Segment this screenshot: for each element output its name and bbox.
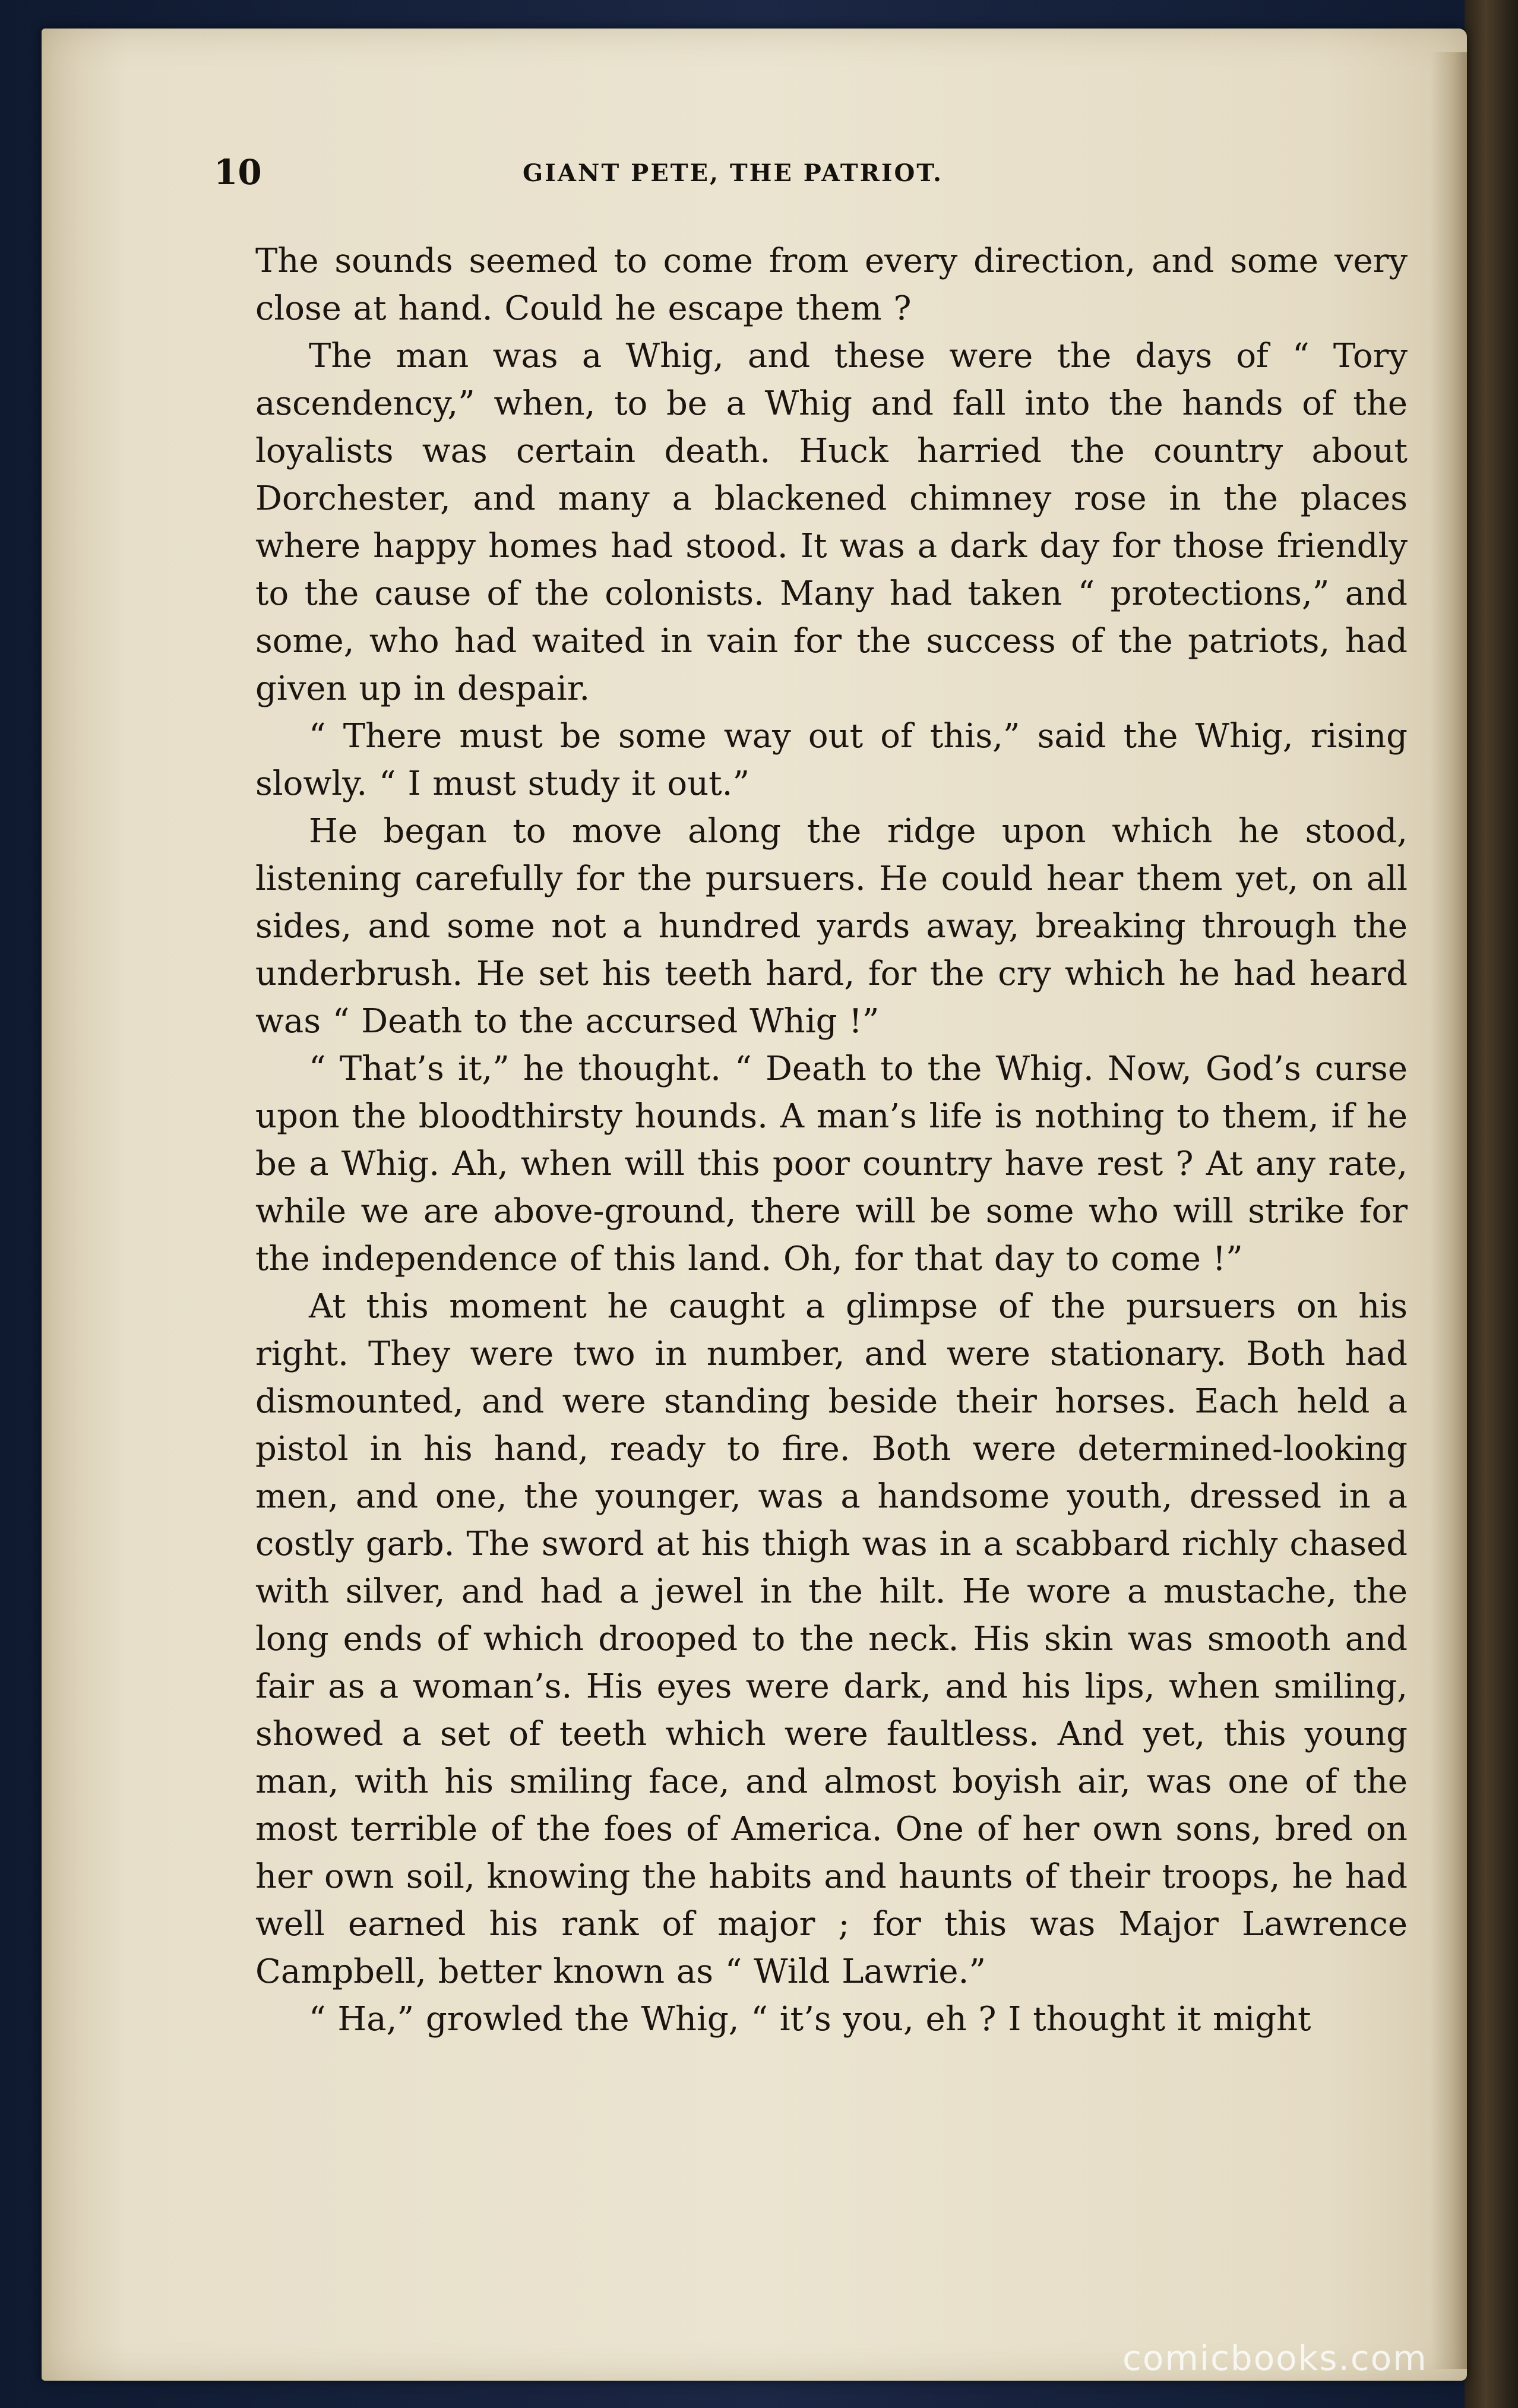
running-head: GIANT PETE, THE PATRIOT.	[523, 159, 943, 187]
paragraph: The sounds seemed to come from every direction, and some very close at hand. Could he escape them ?	[255, 242, 1408, 328]
page-number: 10	[214, 152, 262, 192]
paragraph: “ That’s it,” he thought. “ Death to the Whig. Now, God’s curse upon the bloodthirsty hounds. A man’s life is nothing to them, if he be a Whig. Ah, when will this poor country have rest ? At any rate, while we are above-ground, there will be some who will strike for the independence of this land. Oh, for that day to come !”	[255, 1050, 1408, 1278]
watermark: comicbooks.com	[1122, 2338, 1428, 2378]
page-edge-shadow	[1431, 52, 1467, 2369]
paragraph: “ Ha,” growled the Whig, “ it’s you, eh ? I thought it might	[309, 2000, 1311, 2039]
page-header	[214, 148, 1099, 208]
paragraph: “ There must be some way out of this,” said the Whig, rising slowly. “ I must study it out.”	[255, 717, 1408, 803]
book-spine	[1465, 0, 1518, 2408]
paragraph: He began to move along the ridge upon which he stood, listening carefully for the pursuers. He could hear them yet, on all sides, and some not a hundred yards away, breaking through the underbrush. He set his teeth hard, for the cry which he had heard was “ Death to the accursed Whig !”	[255, 812, 1408, 1041]
paragraph: At this moment he caught a glimpse of the pursuers on his right. They were two in number, and were stationary. Both had dismounted, and were standing beside their horses. Each held a pistol in his hand, ready to fire. Both were determined-looking men, and one, the younger, was a handsome youth, dressed in a costly garb. The sword at his thigh was in a scabbard richly chased with silver, and had a jewel in the hilt. He wore a mustache, the long ends of which drooped to the neck. His skin was smooth and fair as a woman’s. His eyes were dark, and his lips, when smiling, showed a set of teeth which were faultless. And yet, this young man, with his smiling face, and almost boyish air, was one of the most terrible of the foes of America. One of her own sons, bred on her own soil, knowing the habits and haunts of their troops, he had well earned his rank of major ; for this was Major Lawrence Campbell, better known as “ Wild Lawrie.”	[255, 1287, 1408, 1991]
paragraph: The man was a Whig, and these were the days of “ Tory ascendency,” when, to be a Whig and fall into the hands of the loyalists was certain death. Huck harried the country about Dorchester, and many a blackened chimney rose in the places where happy homes had stood. It was a dark day for those friendly to the cause of the colonists. Many had taken “ protections,” and some, who had waited in vain for the success of the patriots, had given up in despair.	[255, 337, 1408, 708]
body-text	[255, 238, 1408, 2043]
